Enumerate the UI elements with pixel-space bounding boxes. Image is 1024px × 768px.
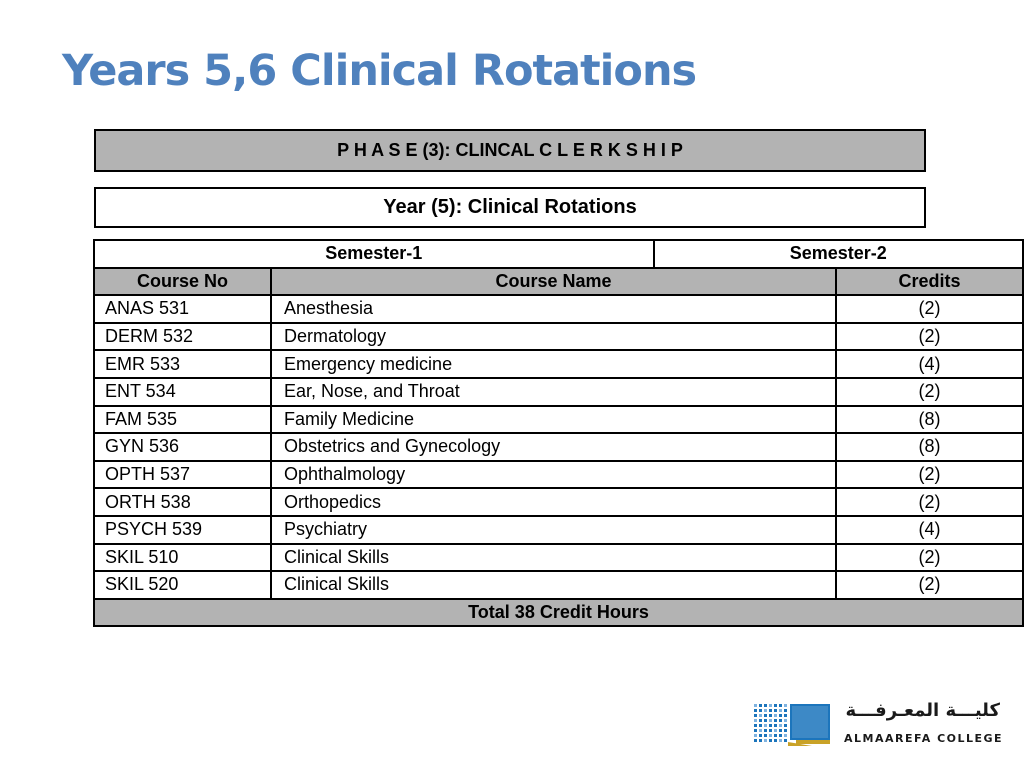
course-row bbox=[94, 516, 1023, 544]
total-row bbox=[94, 599, 1023, 627]
course-credits: (2) bbox=[836, 323, 1023, 351]
course-name: Clinical Skills bbox=[271, 571, 836, 599]
course-row bbox=[94, 571, 1023, 599]
course-credits: (8) bbox=[836, 406, 1023, 434]
phase-banner: P H A S E (3): CLINCAL C L E R K S H I P bbox=[94, 129, 926, 172]
course-row bbox=[94, 406, 1023, 434]
course-name: Emergency medicine bbox=[271, 350, 836, 378]
course-code: DERM 532 bbox=[94, 323, 271, 351]
course-name: Obstetrics and Gynecology bbox=[271, 433, 836, 461]
course-code: SKIL 510 bbox=[94, 544, 271, 572]
course-credits: (2) bbox=[836, 544, 1023, 572]
course-credits: (2) bbox=[836, 488, 1023, 516]
semester-1-cell: Semester-1 bbox=[94, 240, 654, 268]
column-header-row bbox=[94, 268, 1023, 296]
course-credits: (4) bbox=[836, 350, 1023, 378]
course-name: Clinical Skills bbox=[271, 544, 836, 572]
course-name: Orthopedics bbox=[271, 488, 836, 516]
course-name: Psychiatry bbox=[271, 516, 836, 544]
course-credits: (2) bbox=[836, 461, 1023, 489]
semester-2-cell: Semester-2 bbox=[654, 240, 1024, 268]
course-name: Dermatology bbox=[271, 323, 836, 351]
course-row bbox=[94, 295, 1023, 323]
course-code: GYN 536 bbox=[94, 433, 271, 461]
course-row bbox=[94, 350, 1023, 378]
course-row bbox=[94, 488, 1023, 516]
course-code: EMR 533 bbox=[94, 350, 271, 378]
course-credits: (2) bbox=[836, 295, 1023, 323]
logo-english-text: ALMAAREFA COLLEGE bbox=[844, 732, 1004, 745]
course-row bbox=[94, 544, 1023, 572]
total-credit-hours: Total 38 Credit Hours bbox=[94, 599, 1023, 627]
header-course-no: Course No bbox=[94, 268, 271, 296]
course-table bbox=[93, 239, 1024, 627]
course-code: ORTH 538 bbox=[94, 488, 271, 516]
course-row bbox=[94, 378, 1023, 406]
course-name: Family Medicine bbox=[271, 406, 836, 434]
course-code: ANAS 531 bbox=[94, 295, 271, 323]
course-credits: (2) bbox=[836, 378, 1023, 406]
course-row bbox=[94, 433, 1023, 461]
header-course-name: Course Name bbox=[271, 268, 836, 296]
course-name: Ophthalmology bbox=[271, 461, 836, 489]
course-credits: (4) bbox=[836, 516, 1023, 544]
course-name: Ear, Nose, and Throat bbox=[271, 378, 836, 406]
slide-title: Years 5,6 Clinical Rotations bbox=[62, 46, 697, 96]
header-credits: Credits bbox=[836, 268, 1023, 296]
course-credits: (2) bbox=[836, 571, 1023, 599]
course-code: SKIL 520 bbox=[94, 571, 271, 599]
college-logo bbox=[752, 700, 1004, 748]
course-code: PSYCH 539 bbox=[94, 516, 271, 544]
course-name: Anesthesia bbox=[271, 295, 836, 323]
course-credits: (8) bbox=[836, 433, 1023, 461]
course-code: FAM 535 bbox=[94, 406, 271, 434]
college-logo-mark-icon bbox=[752, 700, 832, 746]
course-row bbox=[94, 323, 1023, 351]
year-banner: Year (5): Clinical Rotations bbox=[94, 187, 926, 228]
course-code: ENT 534 bbox=[94, 378, 271, 406]
course-code: OPTH 537 bbox=[94, 461, 271, 489]
semester-row bbox=[94, 240, 1023, 268]
course-row bbox=[94, 461, 1023, 489]
logo-arabic-text: كليـــة المعـرفـــة bbox=[845, 700, 1000, 721]
